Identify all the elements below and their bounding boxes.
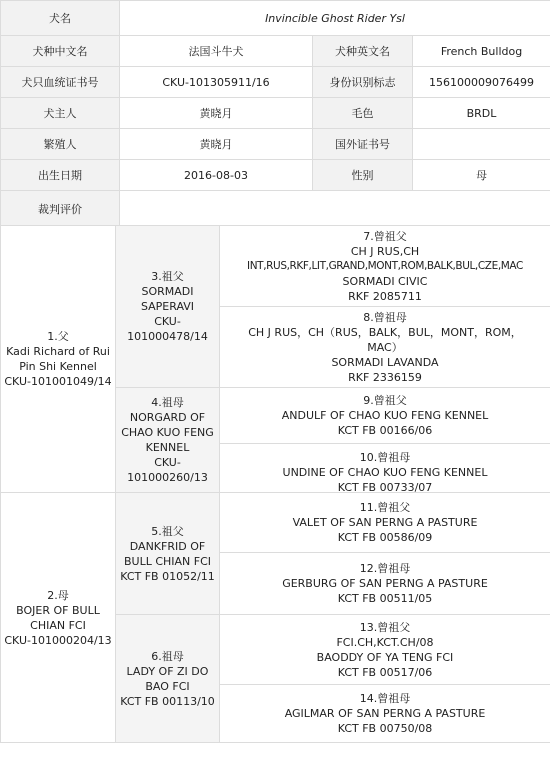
gg9-name: ANDULF OF CHAO KUO FENG KENNEL bbox=[281, 409, 489, 422]
gg11-name: VALET OF SAN PERNG A PASTURE bbox=[292, 516, 478, 529]
color-label: 毛色 bbox=[313, 98, 413, 129]
sex-value: 母 bbox=[413, 160, 550, 191]
info-row-eval bbox=[1, 191, 550, 228]
gg13-reg: KCT FB 00517/06 bbox=[337, 665, 433, 679]
sire-reg: CKU-101001049/14 bbox=[4, 375, 112, 388]
g4-role: 4.祖母 bbox=[151, 396, 184, 409]
gg9-reg: KCT FB 00166/06 bbox=[337, 424, 433, 437]
id-mark-value: 156100009076499 bbox=[413, 67, 550, 98]
info-row-birth bbox=[1, 160, 550, 191]
gg8-name: SORMADI LAVANDA bbox=[331, 355, 439, 369]
foreign-cert-value bbox=[413, 129, 550, 160]
foreign-cert-label: 国外证书号 bbox=[313, 129, 413, 160]
cert-no-label: 犬只血统证书号 bbox=[1, 67, 120, 98]
info-row-breeder bbox=[1, 129, 550, 160]
dam-cell bbox=[1, 493, 116, 743]
cert-no-value: CKU-101305911/16 bbox=[120, 67, 313, 98]
gg10-reg: KCT FB 00733/07 bbox=[337, 481, 433, 492]
gg11-reg: KCT FB 00586/09 bbox=[337, 531, 433, 544]
g5-role: 5.祖父 bbox=[151, 524, 184, 538]
dog-info-table bbox=[0, 0, 550, 228]
breed-cn-label: 犬种中文名 bbox=[1, 36, 120, 67]
gg12-reg: KCT FB 00511/05 bbox=[337, 592, 433, 605]
gg8-title1: CH J RUS，CH（RUS，BALK，BUL，MONT，ROM， bbox=[248, 325, 522, 339]
sire-role: 1.父 bbox=[47, 330, 69, 343]
gg13-role: 13.曾祖父 bbox=[359, 620, 411, 634]
gg8-reg: RKF 2336159 bbox=[348, 370, 422, 384]
dog-name-value: Invincible Ghost Rider Ysl bbox=[120, 1, 550, 36]
info-row-cert bbox=[1, 67, 550, 98]
info-row-name bbox=[1, 1, 550, 36]
birth-date-label: 出生日期 bbox=[1, 160, 120, 191]
birth-date-value: 2016-08-03 bbox=[120, 160, 313, 191]
gg7-role: 7.曾祖父 bbox=[363, 229, 407, 243]
pedigree-table bbox=[0, 225, 550, 743]
granddam-4-cell bbox=[116, 388, 220, 493]
grandsire-5-cell bbox=[116, 493, 220, 615]
great-granddam-12-cell bbox=[220, 553, 550, 615]
gg14-reg: KCT FB 00750/08 bbox=[337, 722, 433, 735]
breed-en-value: French Bulldog bbox=[413, 36, 550, 67]
gg13-name: BAODDY OF YA TENG FCI bbox=[316, 650, 454, 664]
info-row-breed bbox=[1, 36, 550, 67]
breeder-value: 黄晓月 bbox=[120, 129, 313, 160]
g3-role: 3.祖父 bbox=[151, 270, 184, 283]
gg7-name: SORMADI CIVIC bbox=[342, 274, 428, 288]
great-grandsire-13-cell bbox=[220, 615, 550, 685]
gg7-title1: CH J RUS,CH bbox=[350, 244, 420, 258]
great-grandsire-7-cell bbox=[220, 226, 550, 307]
great-grandsire-9-cell bbox=[220, 388, 550, 444]
breeder-label: 繁殖人 bbox=[1, 129, 120, 160]
color-value: BRDL bbox=[413, 98, 550, 129]
g6-name: LADY OF ZI DO BAO FCI bbox=[126, 664, 209, 693]
dog-name-label: 犬名 bbox=[1, 1, 120, 36]
grandsire-3-cell bbox=[116, 226, 220, 388]
breed-cn-value: 法国斗牛犬 bbox=[120, 36, 313, 67]
granddam-6-cell bbox=[116, 615, 220, 743]
gg12-role: 12.曾祖母 bbox=[359, 562, 411, 575]
gg13-title1: FCI.CH,KCT.CH/08 bbox=[336, 635, 434, 649]
g6-reg: KCT FB 00113/10 bbox=[120, 694, 215, 708]
dam-name: BOJER OF BULL CHIAN FCI bbox=[16, 603, 100, 632]
great-granddam-10-cell bbox=[220, 444, 550, 493]
great-granddam-14-cell bbox=[220, 685, 550, 743]
gg11-role: 11.曾祖父 bbox=[359, 501, 411, 514]
g5-reg: KCT FB 01052/11 bbox=[120, 569, 215, 583]
owner-value: 黄晓月 bbox=[120, 98, 313, 129]
g5-name: DANKFRID OF BULL CHIAN FCI bbox=[123, 539, 212, 568]
info-row-owner bbox=[1, 98, 550, 129]
judge-eval-label: 裁判评价 bbox=[1, 191, 120, 228]
owner-label: 犬主人 bbox=[1, 98, 120, 129]
gg14-role: 14.曾祖母 bbox=[359, 692, 411, 705]
gg12-name: GERBURG OF SAN PERNG A PASTURE bbox=[282, 577, 488, 590]
judge-eval-value bbox=[120, 191, 550, 228]
id-mark-label: 身份识别标志 bbox=[313, 67, 413, 98]
gg9-role: 9.曾祖父 bbox=[363, 394, 407, 407]
breed-en-label: 犬种英文名 bbox=[313, 36, 413, 67]
gg7-reg: RKF 2085711 bbox=[348, 289, 422, 303]
sire-name: Kadi Richard of Rui Pin Shi Kennel bbox=[6, 345, 110, 373]
g4-name: NORGARD OF CHAO KUO FENG KENNEL bbox=[121, 411, 214, 454]
gg8-title2: MAC） bbox=[367, 340, 403, 354]
gg10-role: 10.曾祖母 bbox=[359, 451, 411, 464]
g3-reg: CKU-101000478/14 bbox=[127, 315, 208, 343]
gg10-name: UNDINE OF CHAO KUO FENG KENNEL bbox=[282, 466, 488, 479]
gg7-title2: INT,RUS,RKF,LIT,GRAND,MONT,ROM,BALK,BUL,CZE,MAC bbox=[247, 259, 523, 272]
great-grandsire-11-cell bbox=[220, 493, 550, 553]
g3-name: SORMADI SAPERAVI bbox=[140, 285, 195, 313]
dam-reg: CKU-101000204/13 bbox=[4, 633, 112, 647]
great-granddam-8-cell bbox=[220, 307, 550, 388]
g4-reg: CKU-101000260/13 bbox=[127, 456, 208, 484]
sex-label: 性别 bbox=[313, 160, 413, 191]
gg8-role: 8.曾祖母 bbox=[363, 310, 407, 324]
dam-role: 2.母 bbox=[47, 588, 69, 602]
sire-cell bbox=[1, 226, 116, 493]
g6-role: 6.祖母 bbox=[151, 649, 184, 663]
gg14-name: AGILMAR OF SAN PERNG A PASTURE bbox=[284, 707, 486, 720]
